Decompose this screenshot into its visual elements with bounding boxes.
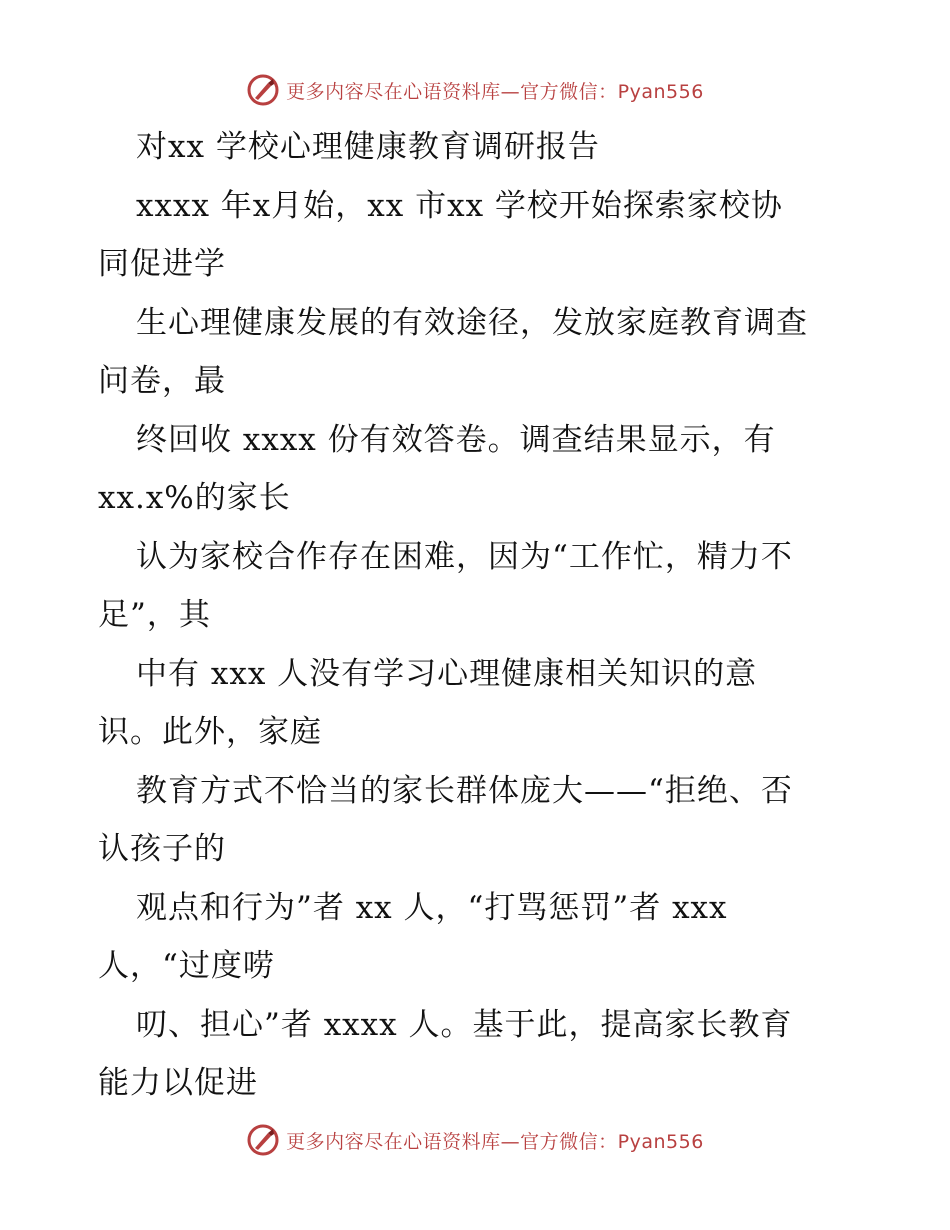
footer-watermark: [0, 1120, 950, 1160]
text-line: 同促进学: [98, 246, 226, 282]
text-line: 生心理健康发展的有效途径，发放家庭教育调查: [136, 304, 808, 341]
text-line: 人，“过度唠: [98, 948, 275, 984]
fountain-pen-seal-icon: [246, 73, 280, 107]
text-line: 观点和行为”者 xx 人，“打骂惩罚”者 xxx: [136, 889, 728, 926]
text-line: 认孩子的: [98, 831, 226, 867]
document-title: 对xx 学校心理健康教育调研报告: [136, 129, 600, 165]
text-line: 终回收 xxxx 份有效答卷。调查结果显示，有: [136, 421, 776, 458]
text-line: 教育方式不恰当的家长群体庞大——“拒绝、否: [136, 772, 793, 809]
text-line: 识。此外，家庭: [98, 714, 322, 750]
text-line: 问卷，最: [98, 363, 226, 399]
text-line: 中有 xxx 人没有学习心理健康相关知识的意: [136, 655, 758, 692]
text-line: 叨、担心”者 xxxx 人。基于此，提高家长教育: [136, 1006, 793, 1043]
document-body: [98, 118, 858, 1113]
fountain-pen-seal-icon: [246, 1123, 280, 1157]
text-line: 能力以促进: [98, 1065, 258, 1101]
text-line: 认为家校合作存在困难，因为“工作忙，精力不: [136, 538, 793, 575]
text-line: xx.x%的家长: [98, 480, 291, 516]
text-line: 足”，其: [98, 597, 211, 633]
text-line: xxxx 年x月始，xx 市xx 学校开始探索家校协: [136, 187, 783, 224]
watermark-text: 更多内容尽在心语资料库—官方微信：Pyan556: [286, 1130, 704, 1153]
watermark-text: 更多内容尽在心语资料库—官方微信：Pyan556: [286, 80, 704, 103]
header-watermark: [0, 70, 950, 110]
